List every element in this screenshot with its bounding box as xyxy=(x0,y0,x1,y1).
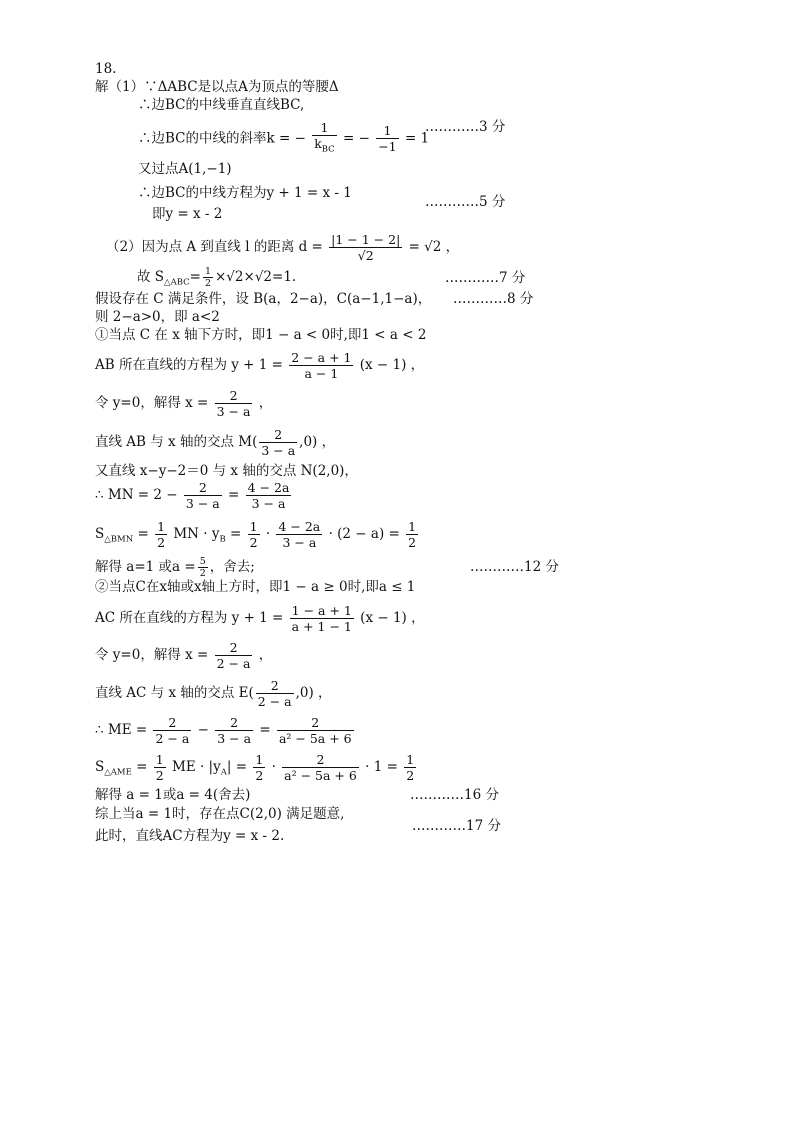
ab-intersection-line: 直线 AB 与 x 轴的交点 M( $\frac{2}{3 - a}$ ,0) ， xyxy=(95,427,336,458)
part1-line5: ∴边BC的中线方程为y + 1 = x - 1 xyxy=(138,185,352,201)
area-bmn-line: $S_{\triangle BMN}$ = $\frac{1}{2}$ MN · $y_B$ = $\frac{1}{2}$ · $\frac{4 - 2a}{3 - a}$ · (2 − a) = $\frac{1}{2}$ xyxy=(95,519,417,550)
part1-line1: 解（1）∵ΔABC是以点A为顶点的等腰Δ xyxy=(95,79,339,95)
case1-result-line: 解得 a=1 或a = $\frac{5}{2}$ ，舍去; xyxy=(95,556,255,579)
score-7: …………7 分 xyxy=(445,270,526,286)
part1-line4: 又过点A(1,−1) xyxy=(138,161,232,177)
ab-equation-line: AB 所在直线的方程为 y + 1 = $\frac{2 - a + 1}{a - 1}$ (x − 1) ， xyxy=(95,350,425,381)
area-ame-line: $S_{\triangle AME}$ = $\frac{1}{2}$ ME · $|y_A|$ = $\frac{1}{2}$ · $\frac{2}{\text{a² − 5a + 6}}$ · 1 = $\frac{1}{2}$ xyxy=(95,752,415,783)
conclusion-line: 综上当a = 1时，存在点C(2,0) 满足题意, xyxy=(95,806,345,822)
me-line: ∴ ME = $\frac{2}{2 - a}$ − $\frac{2}{3 - a}$ = $\frac{2}{\text{a² − 5a + 6}}$ xyxy=(95,715,352,746)
case1-line: ①当点 C 在 x 轴下方时，即1 − a < 0时,即1 < a < 2 xyxy=(95,327,427,343)
part1-line6: 即y = x - 2 xyxy=(152,206,223,222)
final-equation-line: 此时，直线AC方程为y = x - 2. xyxy=(95,828,285,844)
ac-solve-x-line: 令 y=0，解得 x = $\frac{2}{2 - a}$ ， xyxy=(95,640,273,671)
mn-line: ∴ MN = 2 − $\frac{2}{3 - a}$ = $\frac{4 - 2a}{3 - a}$ xyxy=(95,480,290,511)
ac-equation-line: AC 所在直线的方程为 y + 1 = $\frac{1 - a + 1}{a + 1 - 1}$ (x − 1) ， xyxy=(95,603,425,634)
ac-intersection-line: 直线 AC 与 x 轴的交点 E( $\frac{2}{2 - a}$ ,0) ， xyxy=(95,678,332,709)
score-17: …………17 分 xyxy=(412,818,501,834)
problem-number: 18. xyxy=(95,61,117,77)
score-8: …………8 分 xyxy=(453,291,534,307)
part2-distance-line: （2）因为点 A 到直线 l 的距离 d = $\frac{|1 - 1 - 2|}{√2}$ = √2 ， xyxy=(106,232,460,263)
part2-area-line: 故 $S_{\triangle ABC}=$ $\frac{1}{2}$ ×√2×√2=1. xyxy=(137,266,297,289)
part1-line2: ∴边BC的中线垂直直线BC, xyxy=(138,97,305,113)
part1-slope-line: ∴边BC的中线的斜率k = − $\frac{1}{k_{BC}}$ = − $\frac{1}{-1}$ = 1 xyxy=(138,120,430,155)
score-12: …………12 分 xyxy=(470,559,559,575)
score-16: …………16 分 xyxy=(410,787,499,803)
score-5: …………5 分 xyxy=(425,194,506,210)
n-point-line: 又直线 x−y−2＝0 与 x 轴的交点 N(2,0)， xyxy=(95,463,358,479)
part2-cond-line: 则 2−a>0，即 a<2 xyxy=(95,309,220,325)
part2-assume-line: 假设存在 C 满足条件，设 B(a，2−a)，C(a−1,1−a)， xyxy=(95,291,432,307)
ab-solve-x-line: 令 y=0，解得 x = $\frac{2}{3 - a}$ ， xyxy=(95,388,273,419)
score-3: …………3 分 xyxy=(425,119,506,135)
case2-result-line: 解得 a = 1或a = 4(舍去) xyxy=(95,787,251,803)
case2-line: ②当点C在x轴或x轴上方时，即1 − a ≥ 0时,即a ≤ 1 xyxy=(95,579,416,595)
